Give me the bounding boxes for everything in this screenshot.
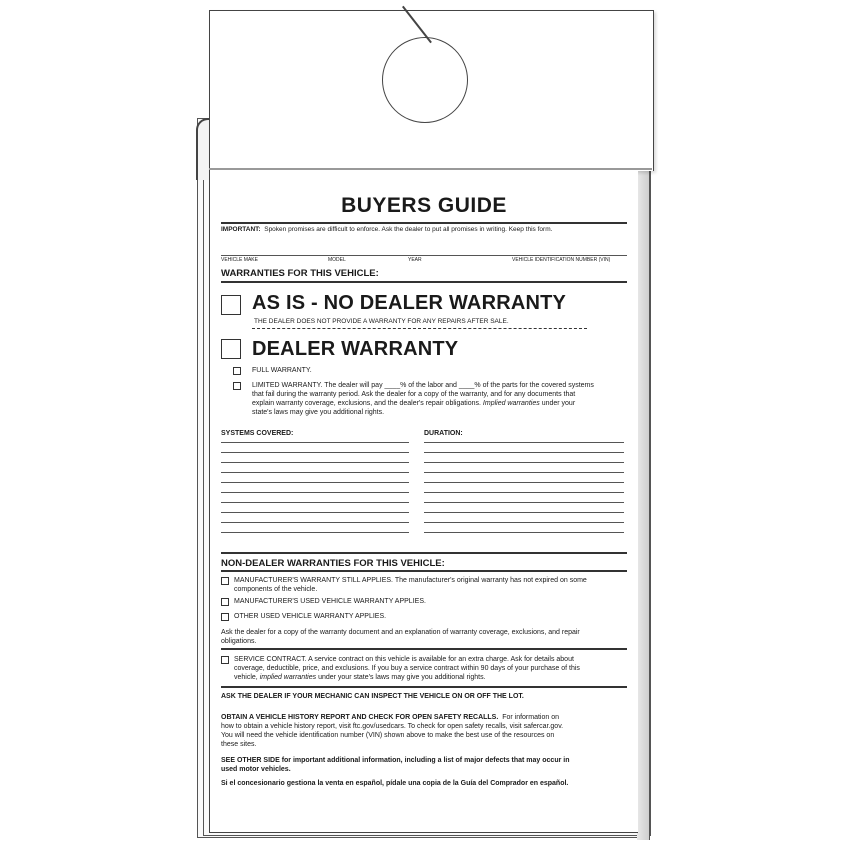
blank-line [424,502,624,503]
text-line [221,713,626,722]
blank-line [221,512,409,513]
blank-line [424,532,624,533]
hanger-hole [382,37,468,123]
blank-line [424,472,624,473]
important-label: IMPORTANT: [221,226,261,233]
text-line [234,673,629,682]
text-line [221,756,626,765]
blank-line [424,512,624,513]
warranties-heading: WARRANTIES FOR THIS VEHICLE: [221,268,379,279]
implied-warranties-text: implied warranties [259,674,317,681]
blank-line [221,452,409,453]
limited-line [252,399,632,408]
vin-label: VEHICLE IDENTIFICATION NUMBER (VIN) [512,257,611,263]
dealer-warranty-label: DEALER WARRANTY [252,338,459,360]
text-line: how to obtain a vehicle history report, visit ftc.gov/usedcars. To check for open safety recalls, visit safercar.gov. [221,723,564,730]
limited-line: that fail during the warranty period. Ask the dealer for a copy of the warranty, and for any documents that [252,391,576,398]
duration-label: DURATION: [424,430,463,437]
text-line: MANUFACTURER'S WARRANTY STILL APPLIES. The manufacturer's original warranty has not expired on some [234,577,587,584]
blank-line [424,482,624,483]
important-notice [221,226,627,234]
text-line: SERVICE CONTRACT. A service contract on this vehicle is available for an extra charge. Ask for details about [234,656,574,663]
blank-line [221,472,409,473]
service-contract-checkbox[interactable] [221,656,229,664]
as-is-checkbox[interactable] [221,295,241,315]
see-text: for important additional information, including a list of major defects that may occur in [281,757,570,764]
limited-text: under your [541,400,576,407]
implied-warranties-text: Implied warranties [482,400,540,407]
blank-line [424,442,624,443]
full-warranty-label: FULL WARRANTY. [252,367,312,374]
limited-warranty-checkbox[interactable] [233,382,241,390]
limited-text: explain warranty coverage, exclusions, and the dealer's repair obligations. [252,400,481,407]
blank-line [221,502,409,503]
blank-line [221,442,409,443]
form-title: BUYERS GUIDE [341,194,507,217]
text-line: these sites. [221,741,257,748]
blank-line [424,462,624,463]
text-line: coverage, deductible, price, and exclusions. If you buy a service contract within 90 days of your purchase of this [234,665,580,672]
blank-line [221,492,409,493]
blank-line [424,452,624,453]
service-contract-text [234,655,629,682]
other-warranty-checkbox[interactable] [221,613,229,621]
divider [221,648,627,650]
manufacturer-warranty-text [234,576,629,594]
history-bold: OBTAIN A VEHICLE HISTORY REPORT AND CHECK FOR OPEN SAFETY RECALLS. [221,714,499,721]
model-label: MODEL [328,257,346,263]
text-line: Ask the dealer for a copy of the warranty document and an explanation of warranty coverage, exclusions, and repair [221,629,580,636]
used-vehicle-warranty-text: MANUFACTURER'S USED VEHICLE WARRANTY APPLIES. [234,598,426,605]
divider [221,552,627,554]
manufacturer-warranty-checkbox[interactable] [221,577,229,585]
divider [221,222,627,224]
history-report-text [221,713,626,749]
limited-warranty-text [252,381,632,417]
spanish-notice: Si el concesionario gestiona la venta en español, pídale una copia de la Guía del Comprador en español. [221,780,569,787]
vehicle-make-label: VEHICLE MAKE [221,257,258,263]
systems-covered-lines [221,442,409,542]
used-vehicle-warranty-checkbox[interactable] [221,598,229,606]
blank-line [424,522,624,523]
limited-line: LIMITED WARRANTY. The dealer will pay ____% of the labor and ____% of the parts for the covered systems [252,382,594,389]
buyers-guide-form [209,170,638,833]
blank-line [221,532,409,533]
mechanic-notice: ASK THE DEALER IF YOUR MECHANIC CAN INSPECT THE VEHICLE ON OR OFF THE LOT. [221,693,524,700]
service-text: under your state's laws may give you additional rights. [318,674,486,681]
year-label: YEAR [408,257,422,263]
duration-lines [424,442,624,542]
dashed-divider [252,328,587,329]
text-line: You will need the vehicle identification number (VIN) shown above to make the best use of the resources on [221,732,555,739]
dealer-warranty-checkbox[interactable] [221,339,241,359]
ask-dealer-text [221,628,626,646]
full-warranty-checkbox[interactable] [233,367,241,375]
divider [221,686,627,688]
important-text: Spoken promises are difficult to enforce. Ask the dealer to put all promises in writing. Keep this form. [264,226,553,233]
as-is-label: AS IS - NO DEALER WARRANTY [252,292,567,314]
service-text: vehicle, [234,674,258,681]
see-other-side-text [221,756,626,774]
divider [221,570,627,572]
limited-line: state's laws may give you additional rights. [252,409,385,416]
text-line: components of the vehicle. [234,586,318,593]
non-dealer-heading: NON-DEALER WARRANTIES FOR THIS VEHICLE: [221,558,445,569]
blank-line [221,522,409,523]
page-edge [637,150,650,840]
systems-covered-label: SYSTEMS COVERED: [221,430,294,437]
blank-line [221,462,409,463]
divider [221,281,627,283]
text-line: used motor vehicles. [221,766,291,773]
text-line: obligations. [221,638,257,645]
other-warranty-text: OTHER USED VEHICLE WARRANTY APPLIES. [234,613,387,620]
see-bold: SEE OTHER SIDE [221,757,280,764]
as-is-subtext: THE DEALER DOES NOT PROVIDE A WARRANTY FOR ANY REPAIRS AFTER SALE. [254,318,509,325]
hanger-tab [209,10,654,171]
blank-line [424,492,624,493]
blank-line [221,482,409,483]
history-text: For information on [502,714,560,721]
